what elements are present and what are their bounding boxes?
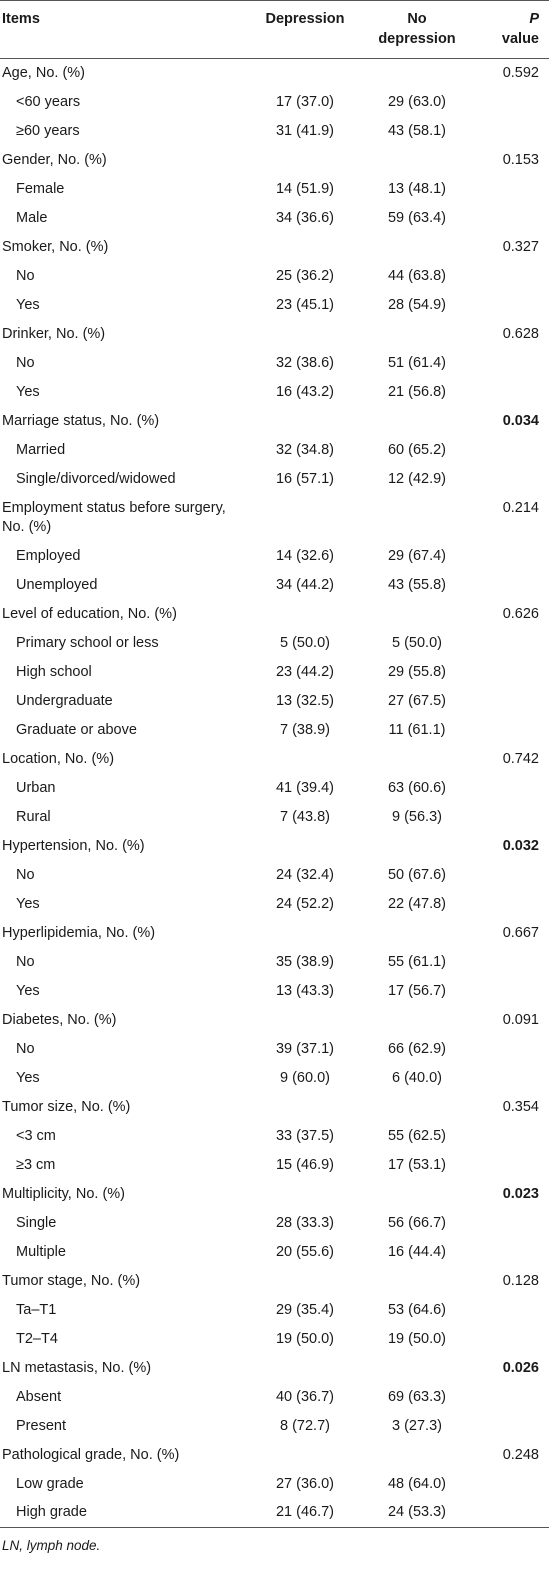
table-row-subcategory — [0, 716, 549, 745]
row-p-value: 0.026 — [502, 1359, 539, 1376]
row-label: Pathological grade, No. (%) — [2, 1446, 180, 1463]
table-row-subcategory — [0, 204, 549, 233]
row-depression-value: 34 (36.6) — [275, 209, 335, 226]
table-row-subcategory — [0, 436, 549, 465]
row-label: Hypertension, No. (%) — [2, 837, 145, 854]
table-row-subcategory — [0, 1064, 549, 1093]
row-p-value: 0.153 — [502, 151, 539, 168]
row-label: Primary school or less — [16, 634, 159, 651]
row-label: Rural — [16, 808, 51, 825]
row-no-depression-value: 28 (54.9) — [387, 296, 447, 313]
row-label: Tumor size, No. (%) — [2, 1098, 131, 1115]
row-label: Yes — [16, 982, 40, 999]
row-label: Marriage status, No. (%) — [2, 412, 160, 429]
row-p-value: 0.214 — [502, 499, 539, 516]
row-depression-value: 13 (32.5) — [275, 692, 335, 709]
row-depression-value — [249, 494, 361, 542]
table-row-subcategory — [0, 571, 549, 600]
table-row-subcategory — [0, 262, 549, 291]
row-p-value: 0.354 — [502, 1098, 539, 1115]
table-row-subcategory — [0, 774, 549, 803]
table-row-subcategory — [0, 1209, 549, 1238]
row-depression-value: 9 (60.0) — [280, 1069, 330, 1086]
table-row-subcategory — [0, 803, 549, 832]
row-label: Gender, No. (%) — [2, 151, 107, 168]
row-label: <3 cm — [16, 1127, 56, 1144]
row-label: Married — [16, 441, 66, 458]
row-depression-value: 14 (51.9) — [275, 180, 335, 197]
row-no-depression-value: 17 (56.7) — [387, 982, 447, 999]
row-p-value — [473, 1296, 549, 1325]
row-depression-value — [249, 233, 361, 262]
row-no-depression-value: 11 (61.1) — [388, 721, 446, 738]
row-label: Yes — [16, 383, 40, 400]
row-no-depression-value: 44 (63.8) — [387, 267, 447, 284]
row-label: Female — [16, 180, 65, 197]
row-label: Ta–T1 — [16, 1301, 57, 1318]
table-row-subcategory — [0, 1325, 549, 1354]
table-row-subcategory — [0, 1035, 549, 1064]
row-depression-value: 16 (57.1) — [275, 470, 335, 487]
row-no-depression-value: 69 (63.3) — [387, 1388, 447, 1405]
header-p-italic: P — [529, 11, 539, 27]
row-no-depression-value: 59 (63.4) — [387, 209, 447, 226]
table-row-variable — [0, 233, 549, 262]
row-p-value — [473, 1064, 549, 1093]
row-p-value — [473, 629, 549, 658]
table-row-variable — [0, 407, 549, 436]
row-depression-value: 24 (32.4) — [275, 866, 335, 883]
table-row-variable — [0, 320, 549, 349]
row-p-value: 0.248 — [502, 1446, 539, 1463]
row-no-depression-value: 29 (55.8) — [387, 663, 447, 680]
row-label: Low grade — [16, 1475, 84, 1492]
row-no-depression-value: 66 (62.9) — [387, 1040, 447, 1057]
row-p-value — [473, 204, 549, 233]
row-depression-value: 39 (37.1) — [275, 1040, 335, 1057]
row-label: T2–T4 — [16, 1330, 58, 1347]
row-label: Smoker, No. (%) — [2, 238, 109, 255]
row-label: No — [16, 953, 35, 970]
row-depression-value — [249, 320, 361, 349]
row-no-depression-value — [361, 919, 473, 948]
row-p-value — [473, 716, 549, 745]
row-depression-value: 27 (36.0) — [275, 1475, 335, 1492]
table-row-subcategory — [0, 948, 549, 977]
table-row-variable — [0, 1006, 549, 1035]
row-no-depression-value — [361, 407, 473, 436]
row-label: Yes — [16, 1069, 40, 1086]
row-depression-value: 7 (43.8) — [280, 808, 330, 825]
row-depression-value: 40 (36.7) — [275, 1388, 335, 1405]
row-depression-value: 20 (55.6) — [275, 1243, 335, 1260]
row-no-depression-value: 51 (61.4) — [387, 354, 447, 371]
row-depression-value: 35 (38.9) — [275, 953, 335, 970]
header-p-value-word: value — [501, 31, 539, 47]
table-row-variable — [0, 745, 549, 774]
row-no-depression-value: 16 (44.4) — [387, 1243, 447, 1260]
row-no-depression-value — [361, 1267, 473, 1296]
row-label: Level of education, No. (%) — [2, 605, 177, 622]
row-depression-value — [249, 1354, 361, 1383]
row-p-value — [473, 175, 549, 204]
row-no-depression-value: 60 (65.2) — [387, 441, 447, 458]
row-label: Location, No. (%) — [2, 750, 115, 767]
row-no-depression-value — [361, 745, 473, 774]
row-label: <60 years — [16, 93, 81, 110]
row-p-value: 0.628 — [502, 325, 539, 342]
row-label: Single/divorced/widowed — [16, 470, 176, 487]
header-no-depression-line1: No — [407, 11, 427, 27]
row-label: No — [16, 1040, 35, 1057]
row-depression-value: 19 (50.0) — [275, 1330, 335, 1347]
row-depression-value — [249, 832, 361, 861]
table-body — [0, 59, 549, 1528]
row-depression-value: 5 (50.0) — [280, 634, 330, 651]
row-no-depression-value: 43 (58.1) — [387, 122, 447, 139]
row-label: Age, No. (%) — [2, 64, 85, 81]
row-depression-value: 15 (46.9) — [275, 1156, 335, 1173]
row-depression-value: 32 (38.6) — [275, 354, 335, 371]
row-label: Multiple — [16, 1243, 66, 1260]
row-no-depression-value: 17 (53.1) — [387, 1156, 447, 1173]
table-row-variable — [0, 1441, 549, 1470]
row-p-value — [473, 1238, 549, 1267]
table-row-variable — [0, 59, 549, 88]
row-no-depression-value: 9 (56.3) — [392, 808, 442, 825]
row-depression-value — [249, 1267, 361, 1296]
row-depression-value — [249, 1441, 361, 1470]
row-depression-value: 24 (52.2) — [275, 895, 335, 912]
row-p-value: 0.592 — [502, 64, 539, 81]
row-label: Present — [16, 1417, 66, 1434]
row-no-depression-value — [361, 1093, 473, 1122]
row-label: Absent — [16, 1388, 62, 1405]
row-depression-value — [249, 1093, 361, 1122]
row-label: No — [16, 354, 35, 371]
row-p-value — [473, 1470, 549, 1499]
row-depression-value: 29 (35.4) — [275, 1301, 335, 1318]
table-row-subcategory — [0, 542, 549, 571]
table-row-subcategory — [0, 1296, 549, 1325]
row-no-depression-value: 50 (67.6) — [387, 866, 447, 883]
row-p-value — [473, 1383, 549, 1412]
row-p-value — [473, 349, 549, 378]
row-p-value — [473, 1151, 549, 1180]
row-label: Employment status before surgery, No. (%) — [2, 499, 226, 535]
row-label: Diabetes, No. (%) — [2, 1011, 117, 1028]
row-depression-value — [249, 1006, 361, 1035]
table-row-subcategory — [0, 1470, 549, 1499]
row-no-depression-value: 29 (63.0) — [387, 93, 447, 110]
row-depression-value: 23 (45.1) — [275, 296, 335, 313]
row-no-depression-value: 19 (50.0) — [387, 1330, 447, 1347]
row-depression-value: 23 (44.2) — [275, 663, 335, 680]
row-label: Graduate or above — [16, 721, 137, 738]
row-no-depression-value — [361, 1180, 473, 1209]
table-row-subcategory — [0, 349, 549, 378]
row-label: Urban — [16, 779, 56, 796]
table-row-subcategory — [0, 629, 549, 658]
row-label: No — [16, 267, 35, 284]
table-row-subcategory — [0, 1499, 549, 1528]
row-label: Employed — [16, 547, 81, 564]
table-row-variable — [0, 1093, 549, 1122]
row-depression-value: 7 (38.9) — [280, 721, 330, 738]
row-p-value — [473, 1209, 549, 1238]
row-depression-value: 41 (39.4) — [275, 779, 335, 796]
row-p-value — [473, 687, 549, 716]
row-p-value — [473, 774, 549, 803]
row-no-depression-value: 22 (47.8) — [387, 895, 447, 912]
row-depression-value: 8 (72.7) — [280, 1417, 330, 1434]
row-no-depression-value — [361, 494, 473, 542]
row-depression-value: 13 (43.3) — [275, 982, 335, 999]
row-no-depression-value: 3 (27.3) — [392, 1417, 442, 1434]
table-row-variable — [0, 600, 549, 629]
row-p-value — [473, 436, 549, 465]
row-p-value — [473, 88, 549, 117]
row-no-depression-value: 27 (67.5) — [387, 692, 447, 709]
table-row-subcategory — [0, 1383, 549, 1412]
row-depression-value: 28 (33.3) — [275, 1214, 335, 1231]
row-label: Male — [16, 209, 48, 226]
row-label: ≥3 cm — [16, 1156, 56, 1173]
row-label: Yes — [16, 296, 40, 313]
table-row-subcategory — [0, 378, 549, 407]
row-depression-value: 32 (34.8) — [275, 441, 335, 458]
row-depression-value: 21 (46.7) — [275, 1504, 335, 1521]
row-p-value: 0.742 — [502, 750, 539, 767]
row-depression-value: 31 (41.9) — [275, 122, 335, 139]
row-p-value — [473, 1325, 549, 1354]
row-label: Hyperlipidemia, No. (%) — [2, 924, 156, 941]
row-p-value — [473, 890, 549, 919]
row-p-value — [473, 262, 549, 291]
row-no-depression-value: 24 (53.3) — [387, 1504, 447, 1521]
row-no-depression-value — [361, 233, 473, 262]
table-row-subcategory — [0, 890, 549, 919]
row-depression-value — [249, 146, 361, 175]
row-label: Yes — [16, 895, 40, 912]
row-no-depression-value: 63 (60.6) — [387, 779, 447, 796]
row-no-depression-value — [361, 320, 473, 349]
row-p-value: 0.091 — [502, 1011, 539, 1028]
header-depression: Depression — [265, 11, 345, 27]
row-no-depression-value: 56 (66.7) — [387, 1214, 447, 1231]
table-row-variable — [0, 146, 549, 175]
row-p-value — [473, 117, 549, 146]
row-label: High school — [16, 663, 92, 680]
row-no-depression-value — [361, 1354, 473, 1383]
row-p-value: 0.327 — [502, 238, 539, 255]
row-label: Tumor stage, No. (%) — [2, 1272, 141, 1289]
row-p-value — [473, 465, 549, 494]
row-p-value — [473, 658, 549, 687]
row-label: Drinker, No. (%) — [2, 325, 106, 342]
row-p-value — [473, 861, 549, 890]
table-row-subcategory — [0, 465, 549, 494]
header-no-depression-line2: depression — [378, 31, 456, 47]
row-no-depression-value: 6 (40.0) — [392, 1069, 442, 1086]
table-row-subcategory — [0, 861, 549, 890]
row-depression-value: 25 (36.2) — [275, 267, 335, 284]
row-p-value — [473, 1499, 549, 1528]
header-p-value — [473, 1, 549, 59]
row-label: Multiplicity, No. (%) — [2, 1185, 125, 1202]
row-no-depression-value: 53 (64.6) — [387, 1301, 447, 1318]
row-label: Single — [16, 1214, 57, 1231]
row-no-depression-value — [361, 59, 473, 88]
row-label: ≥60 years — [16, 122, 80, 139]
row-p-value — [473, 291, 549, 320]
row-no-depression-value: 29 (67.4) — [387, 547, 447, 564]
header-items: Items — [2, 11, 40, 27]
row-depression-value: 33 (37.5) — [275, 1127, 335, 1144]
row-label: Unemployed — [16, 576, 98, 593]
row-no-depression-value: 55 (62.5) — [387, 1127, 447, 1144]
row-no-depression-value — [361, 1006, 473, 1035]
row-p-value: 0.032 — [502, 837, 539, 854]
row-p-value — [473, 1035, 549, 1064]
table-row-subcategory — [0, 1412, 549, 1441]
row-no-depression-value — [361, 1441, 473, 1470]
table-row-variable — [0, 494, 549, 542]
table-header-row — [0, 1, 549, 59]
row-p-value: 0.128 — [502, 1272, 539, 1289]
header-no-depression — [361, 1, 473, 59]
table-row-subcategory — [0, 1238, 549, 1267]
row-depression-value: 17 (37.0) — [275, 93, 335, 110]
row-p-value: 0.626 — [502, 605, 539, 622]
row-no-depression-value: 43 (55.8) — [387, 576, 447, 593]
row-depression-value — [249, 600, 361, 629]
row-p-value: 0.667 — [502, 924, 539, 941]
row-p-value — [473, 948, 549, 977]
row-depression-value: 16 (43.2) — [275, 383, 335, 400]
row-no-depression-value — [361, 146, 473, 175]
row-depression-value: 34 (44.2) — [275, 576, 335, 593]
row-no-depression-value — [361, 832, 473, 861]
row-depression-value — [249, 919, 361, 948]
row-label: High grade — [16, 1504, 87, 1521]
row-p-value: 0.034 — [502, 412, 539, 429]
row-no-depression-value: 5 (50.0) — [392, 634, 442, 651]
row-p-value — [473, 977, 549, 1006]
row-depression-value — [249, 1180, 361, 1209]
row-no-depression-value: 13 (48.1) — [387, 180, 447, 197]
row-label: LN metastasis, No. (%) — [2, 1359, 152, 1376]
row-no-depression-value: 55 (61.1) — [387, 953, 447, 970]
table-row-variable — [0, 1180, 549, 1209]
row-p-value — [473, 803, 549, 832]
row-depression-value — [249, 745, 361, 774]
table-row-subcategory — [0, 977, 549, 1006]
table-footnote: LN, lymph node. — [2, 1538, 101, 1553]
table-row-variable — [0, 1267, 549, 1296]
row-depression-value — [249, 407, 361, 436]
row-p-value — [473, 571, 549, 600]
table-row-subcategory — [0, 1122, 549, 1151]
row-no-depression-value: 21 (56.8) — [387, 383, 447, 400]
table-row-variable — [0, 832, 549, 861]
table-row-subcategory — [0, 291, 549, 320]
row-label: No — [16, 866, 35, 883]
row-no-depression-value: 12 (42.9) — [387, 470, 447, 487]
table-row-subcategory — [0, 88, 549, 117]
row-no-depression-value — [361, 600, 473, 629]
table-row-variable — [0, 919, 549, 948]
row-p-value — [473, 542, 549, 571]
row-p-value: 0.023 — [502, 1185, 539, 1202]
table-row-variable — [0, 1354, 549, 1383]
row-p-value — [473, 1122, 549, 1151]
table-row-subcategory — [0, 1151, 549, 1180]
table-row-subcategory — [0, 175, 549, 204]
row-p-value — [473, 1412, 549, 1441]
row-depression-value: 14 (32.6) — [275, 547, 335, 564]
row-label: Undergraduate — [16, 692, 113, 709]
table-row-subcategory — [0, 687, 549, 716]
row-p-value — [473, 378, 549, 407]
row-no-depression-value: 48 (64.0) — [387, 1475, 447, 1492]
table-row-subcategory — [0, 658, 549, 687]
row-depression-value — [249, 59, 361, 88]
table-row-subcategory — [0, 117, 549, 146]
